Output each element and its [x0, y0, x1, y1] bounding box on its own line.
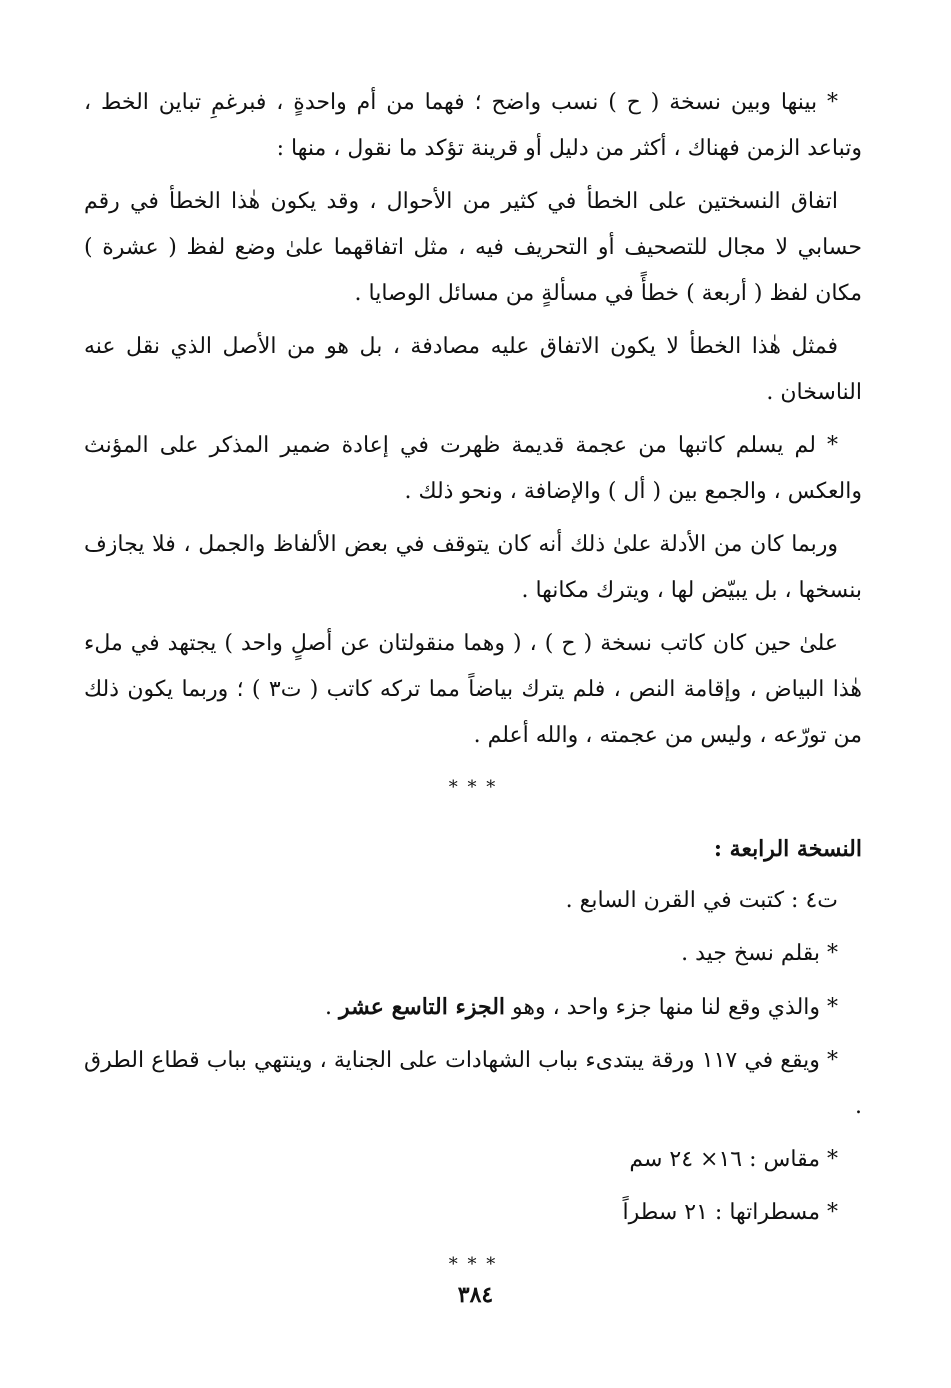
- paragraph-2: اتفاق النسختين على الخطأ في كثير من الأحوال ، وقد يكون هٰذا الخطأ في رقم حسابي لا مجال للتصحيف أو التحريف فيه ، مثل اتفاقهما علىٰ وضع لفظ ( عشرة ) مكان لفظ ( أربعة ) خطأً في مسألةٍ من مسائل الوصايا .: [84, 189, 862, 306]
- section-heading: النسخة الرابعة :: [713, 836, 862, 862]
- volume-title: الجزء التاسع عشر: [339, 994, 506, 1020]
- paragraph-5: وربما كان من الأدلة علىٰ ذلك أنه كان يتوقف في بعض الألفاظ والجمل ، فلا يجازف بنسخها ، بل يبيّض لها ، ويترك مكانها .: [84, 532, 862, 603]
- page-number: ٣٨٤: [457, 1282, 494, 1308]
- volume-text-after: .: [325, 995, 340, 1020]
- volume-text-before: * والذي وقع لنا منها جزء واحد ، وهو: [505, 995, 838, 1020]
- list-item-volume: [84, 984, 862, 1031]
- list-item-size: * مقاس : ١٦× ٢٤ سم: [629, 1147, 838, 1172]
- list-item-lines: * مسطراتها : ٢١ سطراً: [622, 1200, 838, 1225]
- section-separator: * * *: [448, 777, 498, 798]
- page-body: [84, 80, 862, 1320]
- paragraph-1: * بينها وبين نسخة ( ح ) نسب واضح ؛ فهما من أم واحدةٍ ، فبرغمِ تباين الخط ، وتباعد الزمن فهناك ، أكثر من دليل أو قرينة تؤكد ما نقول ، منها :: [84, 90, 862, 161]
- list-item-date: ت٤ : كتبت في القرن السابع .: [565, 888, 838, 913]
- paragraph-4: * لم يسلم كاتبها من عجمة قديمة ظهرت في إعادة ضمير المذكر على المؤنث والعكس ، والجمع بين ( أل ) والإضافة ، ونحو ذلك .: [84, 433, 862, 504]
- paragraph-6: علىٰ حين كان كاتب نسخة ( ح ) ، ( وهما منقولتان عن أصلٍ واحد ) يجتهد في ملء هٰذا البياض ، وإقامة النص ، فلم يترك بياضاً مما تركه كاتب ( ت٣ ) ؛ وربما يكون ذلك من تورّعه ، وليس من عجمته ، والله أعلم .: [84, 631, 863, 748]
- list-item-folios: * ويقع في ١١٧ ورقة يبتدىء بباب الشهادات على الجناية ، وينتهي بباب قطاع الطرق .: [84, 1048, 862, 1119]
- list-item-script: * بقلم نسخ جيد .: [681, 941, 838, 966]
- paragraph-3: فمثل هٰذا الخطأ لا يكون الاتفاق عليه مصادفة ، بل هو من الأصل الذي نقل عنه الناسخان .: [84, 334, 862, 405]
- section-separator-bottom: * * *: [448, 1254, 498, 1275]
